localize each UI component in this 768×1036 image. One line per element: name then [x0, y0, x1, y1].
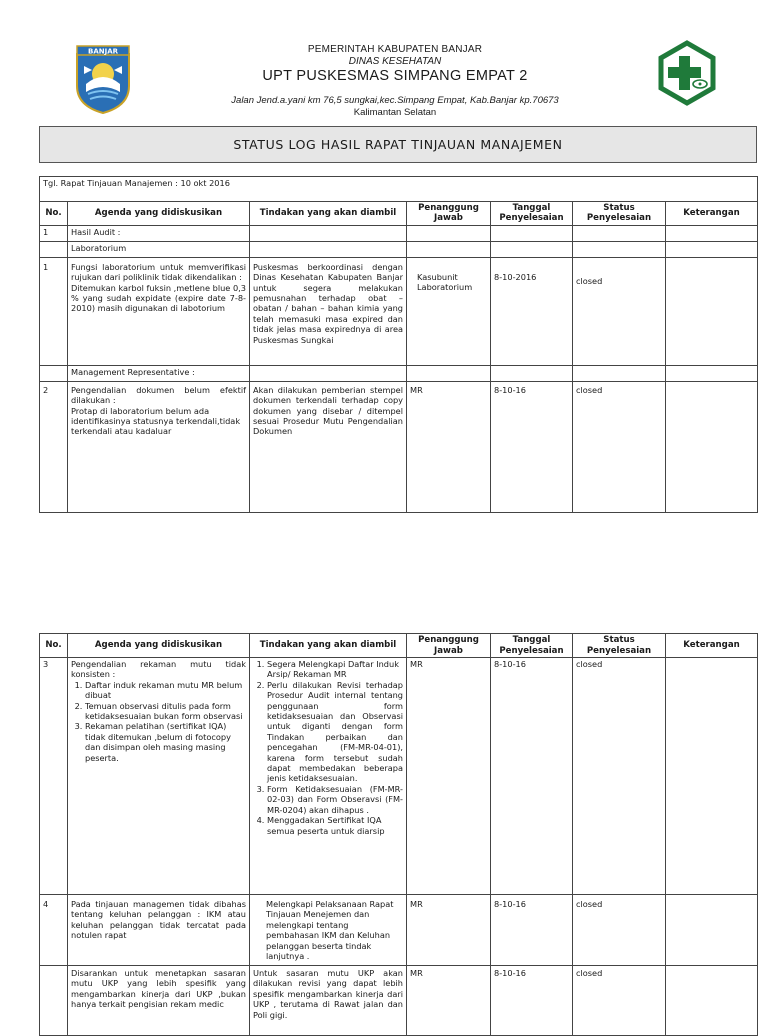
- col-status: Status Penyelesaian: [573, 634, 666, 658]
- row-date: 8-10-16: [491, 966, 573, 1036]
- agenda-text: Pengendalian dokumen belum efektif dilakukan :: [71, 384, 246, 406]
- table-header-row: [40, 202, 758, 226]
- row-status: closed: [573, 895, 666, 966]
- row-no: 1: [40, 225, 68, 241]
- row-date: 8-10-16: [491, 381, 573, 512]
- row-no: 3: [40, 658, 68, 895]
- banjar-regency-logo: [74, 44, 132, 114]
- col-note: Keterangan: [666, 634, 758, 658]
- table-row: [40, 658, 758, 895]
- col-pic: Penanggung Jawab: [407, 634, 491, 658]
- row-action: Melengkapi Pelaksanaan Rapat Tinjauan Menejemen dan melengkapi tentang pembahasan IKM dan Keluhan pelanggan beserta tindak lanjutnya .: [250, 895, 407, 966]
- list-item: 2. Temuan observasi ditulis pada form ketidaksesuaian bukan form observasi: [85, 701, 246, 722]
- row-pic: MR: [407, 966, 491, 1036]
- row-no: 2: [40, 381, 68, 512]
- puskesmas-logo: [655, 40, 719, 106]
- meeting-date-row: [40, 177, 758, 202]
- svg-text:BANJAR: BANJAR: [87, 47, 119, 56]
- row-pic: MR: [407, 381, 491, 512]
- status-log-table-1: [39, 176, 758, 513]
- row-date: 8-10-16: [491, 658, 573, 895]
- row-status: closed: [573, 658, 666, 895]
- action-list: [253, 659, 403, 836]
- agenda-text: Pengendalian rekaman mutu tidak konsisten :: [71, 659, 246, 680]
- table-header-row: [40, 634, 758, 658]
- col-pic: Penanggung Jawab: [407, 202, 491, 226]
- agenda-text: Ditemukan karbol fuksin ,metlene blue 0,3 % yang sudah expidate (expire date 7-8-2010) masih digunakan di labotorium: [71, 282, 246, 314]
- row-note: [666, 966, 758, 1036]
- table-row: [40, 257, 758, 365]
- section-heading-laboratorium: Laboratorium: [68, 241, 250, 257]
- row-date: 8-10-2016: [491, 257, 573, 365]
- table-row: [40, 895, 758, 966]
- list-item: 1. Daftar induk rekaman mutu MR belum dibuat: [85, 680, 246, 701]
- row-no: 4: [40, 895, 68, 966]
- row-pic: MR: [407, 895, 491, 966]
- row-date: 8-10-16: [491, 895, 573, 966]
- row-note: [666, 658, 758, 895]
- department-name: DINAS KESEHATAN: [348, 56, 442, 67]
- list-item: 3. Rekaman pelatihan (sertifikat IQA) tidak ditemukan ,belum di fotocopy dan disimpan oleh masing masing peserta.: [85, 721, 246, 763]
- list-item: 1. Segera Melengkapi Daftar Induk Arsip/ Rekaman MR: [267, 659, 403, 680]
- col-no: No.: [40, 202, 68, 226]
- row-agenda: Disarankan untuk menetapkan sasaran mutu UKP yang lebih spesifik yang mengambarkan kinerja dari UKP ,bukan hanya terkait pengisian rekam medic: [68, 966, 250, 1036]
- section-heading-row: [40, 365, 758, 381]
- col-date: Tanggal Penyelesaian: [491, 634, 573, 658]
- row-note: [666, 895, 758, 966]
- letterhead: [0, 0, 768, 125]
- government-name: PEMERINTAH KABUPATEN BANJAR: [307, 44, 483, 55]
- col-status: Status Penyelesaian: [573, 202, 666, 226]
- agenda-text: Fungsi laboratorium untuk memverifikasi rujukan dari poliklinik tidak dikendalikan :: [71, 261, 246, 283]
- address: Jalan Jend.a.yani km 76,5 sungkai,kec.Simpang Empat, Kab.Banjar kp.70673: [231, 95, 559, 106]
- row-pic: MR: [407, 658, 491, 895]
- table-row: [40, 381, 758, 512]
- status-log-table-2: [39, 633, 758, 1036]
- province: Kalimantan Selatan: [353, 107, 437, 118]
- row-note: [666, 257, 758, 365]
- row-action: Akan dilakukan pemberian stempel dokumen terkendali terhadap copy dokumen yang disebar / ditempel sesuai Prosedur Mutu Pengendalian Dokumen: [250, 381, 407, 512]
- document-title: STATUS LOG HASIL RAPAT TINJAUAN MANAJEMEN: [39, 126, 757, 163]
- row-note: [666, 381, 758, 512]
- list-item: 3. Form Ketidaksesuaian (FM-MR-02-03) dan Form Obseravsi (FM-MR-0204) akan dihapus .: [267, 784, 403, 815]
- row-agenda: [68, 658, 250, 895]
- row-no: 1: [40, 257, 68, 365]
- col-no: No.: [40, 634, 68, 658]
- section-heading-mr: Management Representative :: [68, 365, 250, 381]
- table-row: [40, 225, 758, 241]
- row-action: Puskesmas berkoordinasi dengan Dinas Kesehatan Kabupaten Banjar untuk segera melakukan pemusnahan terhadap obat – obatan / bahan – bahan kimia yang telah memasuki masa expired dan tidak jelas masa expirednya di area Puskesmas Sungkai: [250, 257, 407, 365]
- col-date: Tanggal Penyelesaian: [491, 202, 573, 226]
- puskesmas-name: UPT PUSKESMAS SIMPANG EMPAT 2: [262, 68, 528, 84]
- letterhead-text: [140, 44, 650, 118]
- meeting-date: Tgl. Rapat Tinjauan Manajemen : 10 okt 2016: [40, 177, 758, 202]
- section-heading-row: [40, 241, 758, 257]
- list-item: 2. Perlu dilakukan Revisi terhadap Prosedur Audit internal tentang penggunaan form ketidaksesuaian dan Observasi untuk diganti dengan form Tindakan perbaikan dan pencegahan (FM-MR-04-01), karena form tersebut sudah dapat membedakan beberapa jenis ketidaksesuaian.: [267, 680, 403, 784]
- table-row: [40, 966, 758, 1036]
- row-status: closed: [573, 381, 666, 512]
- agenda-list: [71, 680, 246, 763]
- col-note: Keterangan: [666, 202, 758, 226]
- row-agenda: [68, 381, 250, 512]
- list-item: 4. Menggadakan Sertifikat IQA semua peserta untuk diarsip: [267, 815, 403, 836]
- col-agenda: Agenda yang didiskusikan: [68, 202, 250, 226]
- col-agenda: Agenda yang didiskusikan: [68, 634, 250, 658]
- row-no: [40, 966, 68, 1036]
- row-agenda: [68, 257, 250, 365]
- row-status: closed: [573, 257, 666, 365]
- agenda-text: Protap di laboratorium belum ada identifikasinya statusnya terkendali,tidak terkendali atau kadaluar: [71, 405, 241, 437]
- row-pic: Kasubunit Laboratorium: [407, 257, 491, 365]
- col-action: Tindakan yang akan diambil: [250, 202, 407, 226]
- row-agenda: Pada tinjauan managemen tidak dibahas tentang keluhan pelanggan : IKM atau keluhan pelanggan tidak tercatat pada notulen rapat: [68, 895, 250, 966]
- col-action: Tindakan yang akan diambil: [250, 634, 407, 658]
- row-action: Untuk sasaran mutu UKP akan dilakukan revisi yang dapat lebih spesifik mengambarkan kinerja dari UKP , terutama di Rawat jalan dan Poli gigi.: [250, 966, 407, 1036]
- row-action: [250, 658, 407, 895]
- row-status: closed: [573, 966, 666, 1036]
- row-agenda: Hasil Audit :: [68, 225, 250, 241]
